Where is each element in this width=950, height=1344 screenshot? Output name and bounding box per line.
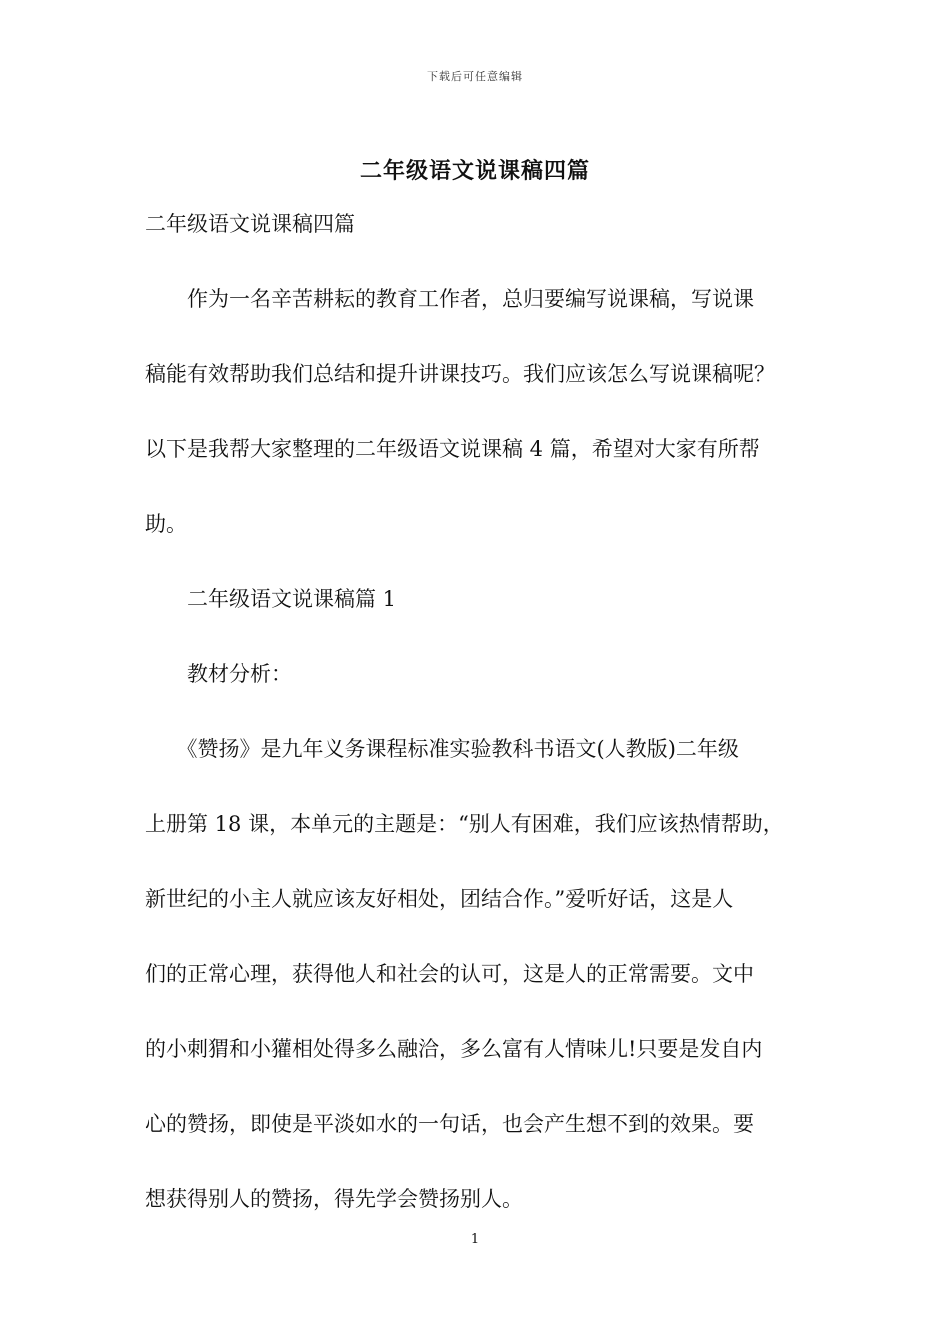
- header-note: 下载后可任意编辑: [427, 70, 523, 83]
- section-heading: 二年级语文说课稿篇 1: [145, 587, 397, 611]
- section-label: 教材分析：: [145, 662, 292, 686]
- paragraph-line: 《赞扬》是九年义务课程标准实验教科书语文(人教版)二年级: [145, 737, 739, 761]
- paragraph-line: 想获得别人的赞扬，得先学会赞扬别人。: [145, 1187, 523, 1211]
- page-number: 1: [470, 1232, 480, 1247]
- paragraph-line: 助。: [145, 512, 187, 536]
- paragraph-line: 稿能有效帮助我们总结和提升讲课技巧。我们应该怎么写说课稿呢？: [145, 362, 775, 386]
- paragraph-line: 们的正常心理，获得他人和社会的认可，这是人的正常需要。文中: [145, 962, 754, 986]
- paragraph-line: 作为一名辛苦耕耘的教育工作者，总归要编写说课稿，写说课: [145, 287, 754, 311]
- document-title: 二年级语文说课稿四篇: [359, 158, 590, 184]
- paragraph-line: 新世纪的小主人就应该友好相处，团结合作。”爱听好话，这是人: [145, 887, 734, 911]
- paragraph-line: 的小刺猬和小獾相处得多么融洽，多么富有人情味儿!只要是发自内: [145, 1037, 763, 1061]
- paragraph-line: 上册第 18 课，本单元的主题是：“别人有困难，我们应该热情帮助，: [145, 812, 784, 836]
- subtitle-line: 二年级语文说课稿四篇: [145, 212, 355, 236]
- paragraph-line: 心的赞扬，即使是平淡如水的一句话，也会产生想不到的效果。要: [145, 1112, 754, 1136]
- paragraph-line: 以下是我帮大家整理的二年级语文说课稿 4 篇，希望对大家有所帮: [145, 437, 760, 461]
